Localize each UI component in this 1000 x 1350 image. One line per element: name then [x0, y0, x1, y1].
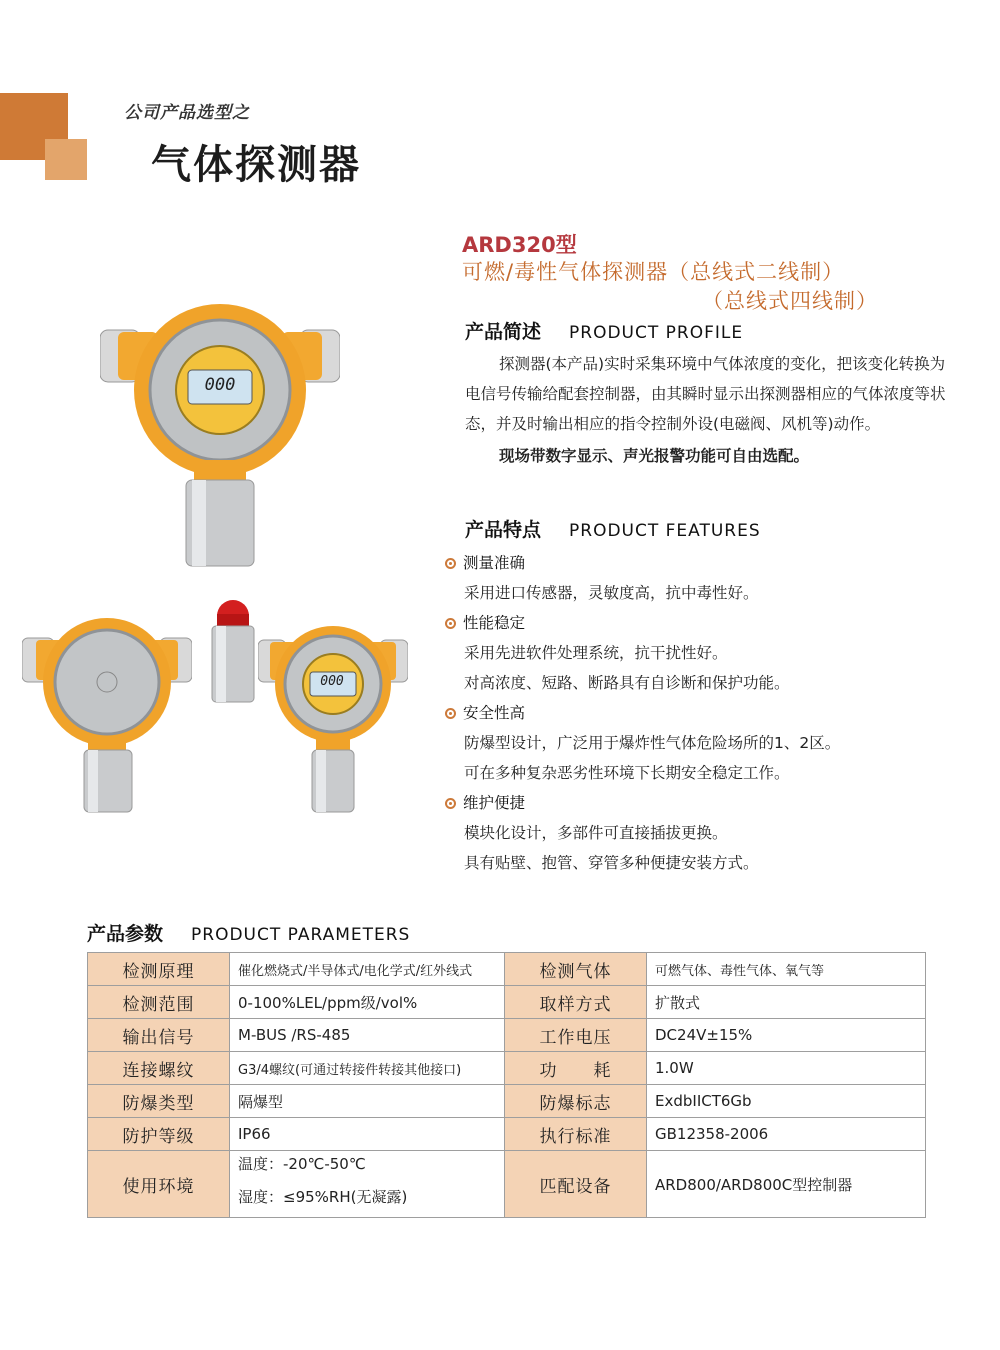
feature-item-title	[445, 608, 965, 638]
param-value-environment	[230, 1151, 505, 1218]
table-row	[88, 953, 926, 986]
feature-title: 性能稳定	[463, 614, 526, 632]
param-label: 检测原理	[88, 953, 230, 986]
feature-line: 具有贴壁、抱管、穿管多种便捷安装方式。	[464, 854, 759, 872]
display-readout-small: 000	[320, 674, 344, 689]
bullet-icon	[445, 558, 456, 569]
feature-title: 安全性高	[463, 704, 526, 722]
param-value: ExdbIICT6Gb	[647, 1085, 926, 1118]
profile-highlight: 现场带数字显示、声光报警功能可自由选配。	[499, 447, 810, 465]
feature-line: 采用先进软件处理系统，抗干扰性好。	[464, 644, 728, 662]
param-label: 防护等级	[88, 1118, 230, 1151]
param-label: 使用环境	[88, 1151, 230, 1218]
param-value: DC24V±15%	[647, 1019, 926, 1052]
param-label: 工作电压	[505, 1019, 647, 1052]
table-row	[88, 986, 926, 1019]
features-heading	[465, 515, 761, 542]
audible-visual-alarm-photo	[208, 600, 258, 704]
parameters-heading-en: PRODUCT PARAMETERS	[191, 925, 411, 945]
features-heading-en: PRODUCT FEATURES	[569, 521, 761, 541]
param-value: G3/4螺纹(可通过转接件转接其他接口)	[230, 1052, 505, 1085]
param-label: 执行标准	[505, 1118, 647, 1151]
feature-line: 模块化设计，多部件可直接插拔更换。	[464, 824, 728, 842]
param-value: 0-100%LEL/ppm级/vol%	[230, 986, 505, 1019]
product-model: ARD320型	[462, 233, 577, 257]
param-value: M-BUS /RS-485	[230, 1019, 505, 1052]
feature-item-title	[445, 698, 965, 728]
profile-text	[465, 349, 950, 471]
param-value: IP66	[230, 1118, 505, 1151]
param-value: ARD800/ARD800C型控制器	[647, 1151, 926, 1218]
feature-title: 维护便捷	[463, 794, 526, 812]
profile-paragraph: 探测器(本产品)实时采集环境中气体浓度的变化，把该变化转换为电信号传输给配套控制器，由其瞬时显示出探测器相应的气体浓度等状态，并及时输出相应的指令控制外设(电磁阀、风机等)动作。	[465, 355, 946, 433]
features-list	[445, 548, 965, 878]
feature-title: 测量准确	[463, 554, 526, 572]
param-label: 防爆类型	[88, 1085, 230, 1118]
param-value: 隔爆型	[230, 1085, 505, 1118]
bullet-icon	[445, 708, 456, 719]
env-temperature: 温度：-20℃-50℃	[238, 1155, 366, 1173]
gas-detector-photo-main	[100, 300, 340, 570]
table-row	[88, 1019, 926, 1052]
param-label: 输出信号	[88, 1019, 230, 1052]
table-row	[88, 1118, 926, 1151]
header-decoration-block-small	[45, 139, 87, 180]
param-value: 1.0W	[647, 1052, 926, 1085]
features-heading-cn: 产品特点	[465, 519, 542, 541]
profile-heading	[465, 317, 743, 344]
param-value: 催化燃烧式/半导体式/电化学式/红外线式	[230, 953, 505, 986]
company-subtitle: 公司产品选型之	[124, 103, 250, 123]
param-label: 取样方式	[505, 986, 647, 1019]
param-value: 可燃气体、毒性气体、氧气等	[647, 953, 926, 986]
env-humidity: 湿度：≤95%RH(无凝露)	[238, 1188, 408, 1206]
profile-heading-cn: 产品简述	[465, 321, 542, 343]
feature-line: 对高浓度、短路、断路具有自诊断和保护功能。	[464, 674, 790, 692]
feature-line: 防爆型设计，广泛用于爆炸性气体危险场所的1、2区。	[464, 734, 841, 752]
param-label: 匹配设备	[505, 1151, 647, 1218]
parameters-heading-cn: 产品参数	[87, 923, 164, 945]
feature-line: 可在多种复杂恶劣性环境下长期安全稳定工作。	[464, 764, 790, 782]
bullet-icon	[445, 618, 456, 629]
param-label: 检测范围	[88, 986, 230, 1019]
display-readout: 000	[204, 375, 236, 395]
feature-line: 采用进口传感器，灵敏度高，抗中毒性好。	[464, 584, 759, 602]
param-value: 扩散式	[647, 986, 926, 1019]
feature-item-title	[445, 788, 965, 818]
table-row	[88, 1085, 926, 1118]
bullet-icon	[445, 798, 456, 809]
param-label: 防爆标志	[505, 1085, 647, 1118]
page-title: 气体探测器	[151, 142, 361, 188]
product-name-line1: 可燃/毒性气体探测器（总线式二线制）	[462, 260, 845, 284]
feature-item-title	[445, 548, 965, 578]
table-row	[88, 1052, 926, 1085]
parameters-table	[87, 952, 926, 1218]
param-label: 连接螺纹	[88, 1052, 230, 1085]
table-row	[88, 1151, 926, 1218]
gas-detector-photo-display	[258, 622, 408, 814]
param-value: GB12358-2006	[647, 1118, 926, 1151]
param-label: 功 耗	[505, 1052, 647, 1085]
product-name-line2: （总线式四线制）	[702, 289, 878, 313]
parameters-heading	[87, 919, 410, 946]
gas-detector-photo-blind	[22, 618, 192, 814]
param-label: 检测气体	[505, 953, 647, 986]
profile-heading-en: PRODUCT PROFILE	[569, 323, 744, 343]
